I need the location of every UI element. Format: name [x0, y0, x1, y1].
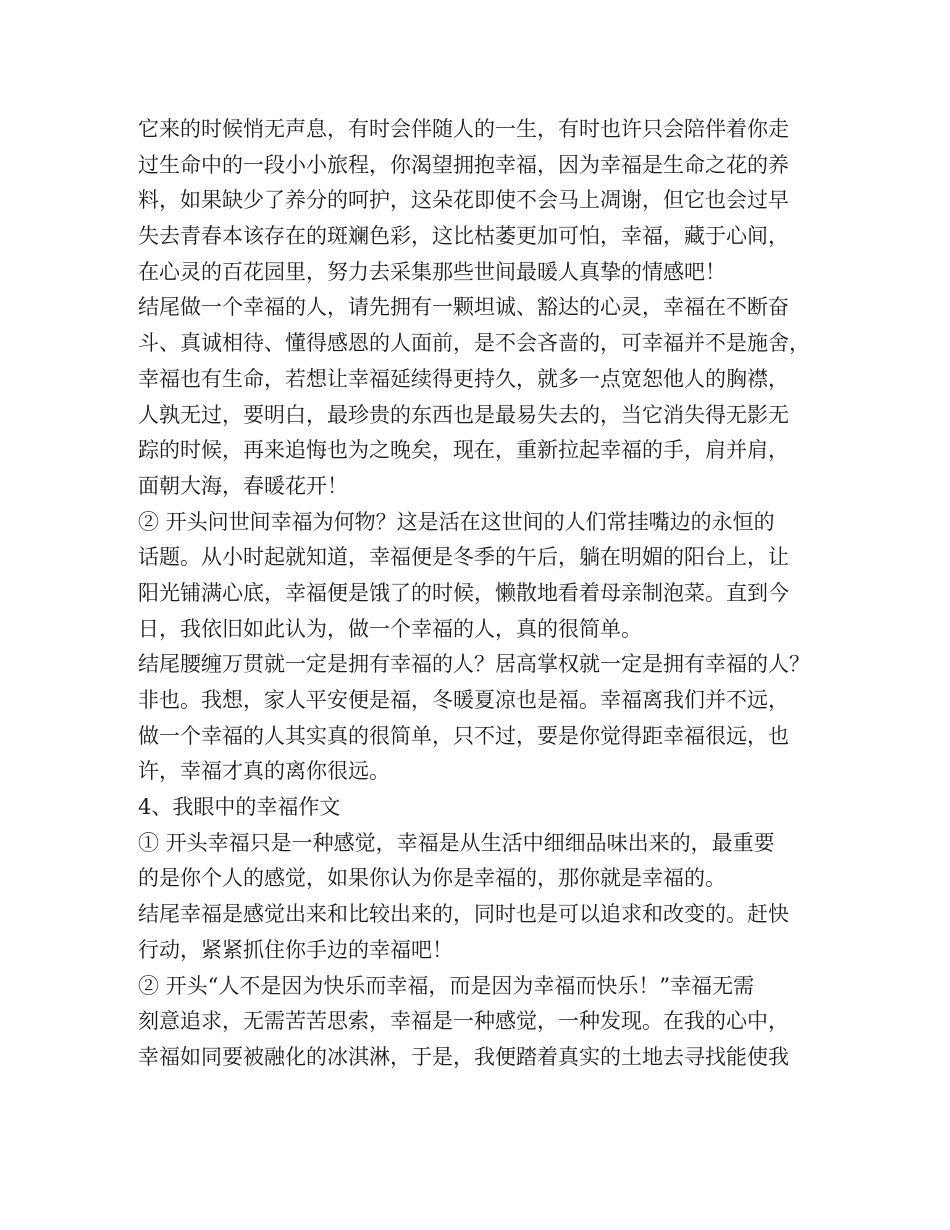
text-line: 斗、真诚相待、懂得感恩的人面前，是不会吝啬的，可幸福并不是施舍， [138, 331, 810, 356]
text-line: 非也。我想，家人平安便是福，冬暖夏凉也是福。幸福离我们并不远， [138, 688, 789, 712]
text-line: 结尾幸福是感觉出来和比较出来的，同时也是可以追求和改变的。赶快 [138, 902, 789, 927]
text-line: 失去青春本该存在的斑斓色彩，这比枯萎更加可怕，幸福，藏于心间， [138, 224, 789, 249]
text-line: 结尾腰缠万贯就一定是拥有幸福的人？居高掌权就一定是拥有幸福的人？ [138, 652, 810, 677]
text-line: 料，如果缺少了养分的呵护，这朵花即使不会马上凋谢，但它也会过早 [138, 188, 789, 213]
section-heading: 4、我眼中的幸福作文 [138, 795, 341, 820]
text-line: 面朝大海，春暖花开！ [138, 473, 348, 498]
text-line: 幸福如同要被融化的冰淇淋，于是，我便踏着真实的土地去寻找能使我 [138, 1044, 789, 1069]
text-line: 刻意追求，无需苦苦思索，幸福是一种感觉，一种发现。在我的心中， [138, 1009, 789, 1034]
text-line: ② 开头“人不是因为快乐而幸福，而是因为幸福而快乐！”幸福无需 [138, 973, 755, 998]
text-line: 过生命中的一段小小旅程，你渴望拥抱幸福，因为幸福是生命之花的养 [138, 152, 789, 177]
text-line: ① 开头幸福只是一种感觉，幸福是从生活中细细品味出来的，最重要 [138, 830, 775, 855]
text-line: 许，幸福才真的离你很远。 [138, 759, 390, 784]
text-line: 做一个幸福的人其实真的很简单，只不过，要是你觉得距幸福很远，也 [138, 723, 789, 748]
text-line: 话题。从小时起就知道，幸福便是冬季的午后，躺在明媚的阳台上，让 [138, 545, 789, 570]
text-line: 行动，紧紧抓住你手边的幸福吧！ [138, 937, 453, 962]
text-line: 它来的时候悄无声息，有时会伴随人的一生，有时也许只会陪伴着你走 [138, 117, 789, 141]
text-line: ② 开头问世间幸福为何物？这是活在这世间的人们常挂嘴边的永恒的 [138, 509, 775, 534]
document-body [138, 112, 828, 1076]
text-line: 在心灵的百花园里，努力去采集那些世间最暖人真挚的情感吧！ [138, 259, 726, 284]
text-line: 人孰无过，要明白，最珍贵的东西也是最易失去的，当它消失得无影无 [138, 402, 789, 427]
text-line: 阳光铺满心底，幸福便是饿了的时候，懒散地看着母亲制泡菜。直到今 [138, 580, 789, 605]
text-line: 的是你个人的感觉，如果你认为你是幸福的，那你就是幸福的。 [138, 866, 726, 891]
text-line: 幸福也有生命，若想让幸福延续得更持久，就多一点宽恕他人的胸襟， [138, 366, 789, 391]
text-line: 结尾做一个幸福的人，请先拥有一颗坦诚、豁达的心灵，幸福在不断奋 [138, 295, 789, 320]
text-line: 踪的时候，再来追悔也为之晚矣，现在，重新拉起幸福的手，肩并肩， [138, 438, 789, 463]
text-line: 日，我依旧如此认为，做一个幸福的人，真的很简单。 [138, 616, 642, 641]
